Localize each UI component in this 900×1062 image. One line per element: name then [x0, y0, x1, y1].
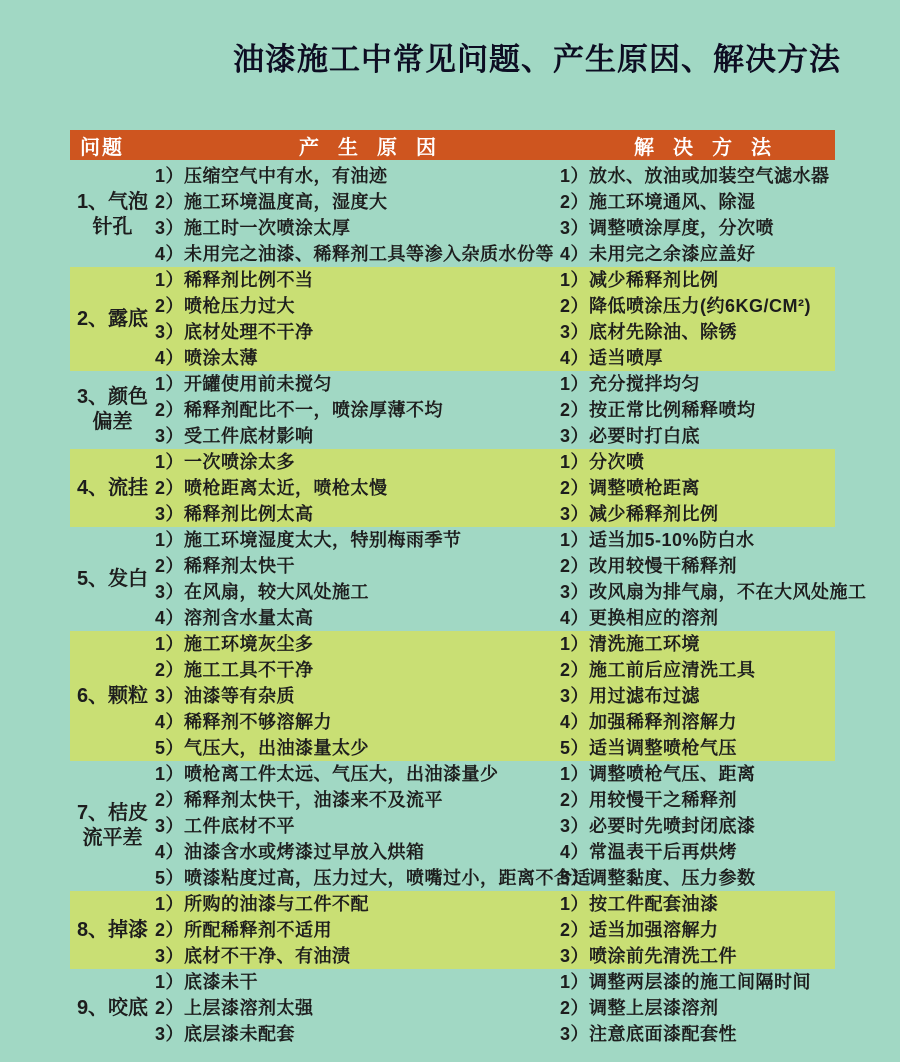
cause-item: 5）气压大，出油漆量太少	[155, 738, 370, 758]
solution-item: 1）调整两层漆的施工间隔时间	[560, 972, 812, 992]
problem-label	[70, 449, 155, 527]
solution-item: 2）改用较慢干稀释剂	[560, 556, 738, 576]
solution-item: 2）施工环境通风、除湿	[560, 192, 756, 212]
problem-label-line: 2、露底	[76, 307, 149, 330]
table-header-row	[70, 130, 835, 160]
solution-item: 3）减少稀释剂比例	[560, 504, 719, 524]
cause-item: 3）稀释剂比例太高	[155, 504, 314, 524]
problem-label-line: 8、掉漆	[76, 918, 149, 941]
problem-label	[70, 371, 155, 449]
solution-item: 1）充分搅拌均匀	[560, 374, 701, 394]
cause-item: 3）油漆等有杂质	[155, 686, 296, 706]
cause-item: 4）稀释剂不够溶解力	[155, 712, 333, 732]
problem-row	[70, 761, 835, 891]
solution-item: 4）更换相应的溶剂	[560, 608, 719, 628]
solution-list	[560, 761, 835, 891]
solution-list	[560, 631, 835, 761]
cause-list	[155, 267, 560, 371]
problem-label-line: 偏差	[92, 411, 133, 433]
solution-list	[560, 891, 835, 969]
cause-item: 1）一次喷涂太多	[155, 452, 296, 472]
solution-item: 4）未用完之余漆应盖好	[560, 244, 756, 264]
problem-label	[70, 527, 155, 631]
problem-label-line: 7、桔皮	[76, 802, 149, 824]
cause-list	[155, 371, 560, 449]
problem-label-line: 4、流挂	[76, 476, 149, 499]
solution-item: 3）底材先除油、除锈	[560, 322, 738, 342]
cause-item: 1）压缩空气中有水，有油迹	[155, 166, 388, 186]
problem-label	[70, 163, 155, 267]
cause-item: 3）在风扇，较大风处施工	[155, 582, 370, 602]
solution-list	[560, 527, 867, 631]
problem-row	[70, 371, 835, 449]
cause-item: 2）稀释剂配比不一，喷涂厚薄不均	[155, 400, 444, 420]
solution-item: 1）放水、放油或加装空气滤水器	[560, 166, 830, 186]
solution-item: 4）适当喷厚	[560, 348, 664, 368]
cause-item: 1）喷枪离工件太远、气压大，出油漆量少	[155, 764, 499, 784]
cause-list	[155, 449, 560, 527]
solution-item: 5）调整黏度、压力参数	[560, 868, 756, 888]
problem-label	[70, 761, 155, 891]
problem-row	[70, 891, 835, 969]
cause-item: 2）稀释剂太快干，油漆来不及流平	[155, 790, 444, 810]
solution-item: 2）调整上层漆溶剂	[560, 998, 719, 1018]
solution-item: 5）适当调整喷枪气压	[560, 738, 738, 758]
solution-list	[560, 449, 835, 527]
solution-item: 4）加强稀释剂溶解力	[560, 712, 738, 732]
solution-item: 3）改风扇为排气扇，不在大风处施工	[560, 582, 867, 602]
cause-list	[155, 631, 560, 761]
cause-item: 5）喷漆粘度过高，压力过大，喷嘴过小，距离不合适	[155, 868, 592, 888]
table-body	[70, 163, 867, 1047]
cause-item: 2）喷枪压力过大	[155, 296, 296, 316]
header-cause-label: 产生原因	[299, 136, 455, 159]
cause-item: 3）施工时一次喷涂太厚	[155, 218, 351, 238]
cause-list	[155, 761, 592, 891]
solution-item: 3）注意底面漆配套性	[560, 1024, 738, 1044]
problem-label-line: 针孔	[92, 216, 133, 238]
problem-row	[70, 969, 835, 1047]
cause-item: 4）溶剂含水量太高	[155, 608, 314, 628]
problem-label-line: 9、咬底	[76, 996, 149, 1019]
solution-item: 1）按工件配套油漆	[560, 894, 719, 914]
cause-item: 3）底材处理不干净	[155, 322, 314, 342]
problem-label-line: 5、发白	[76, 567, 149, 590]
solution-item: 2）适当加强溶解力	[560, 920, 719, 940]
solution-item: 3）调整喷涂厚度，分次喷	[560, 218, 775, 238]
solution-item: 2）降低喷涂压力(约6KG/CM²)	[560, 296, 811, 316]
problem-label-line: 6、颗粒	[76, 684, 149, 707]
problem-label	[70, 267, 155, 371]
solution-item: 1）适当加5-10%防白水	[560, 530, 755, 550]
cause-item: 2）施工环境温度高，湿度大	[155, 192, 388, 212]
solution-item: 3）必要时先喷封闭底漆	[560, 816, 756, 836]
problem-row	[70, 449, 835, 527]
problem-label	[70, 631, 155, 761]
cause-item: 1）稀释剂比例不当	[155, 270, 314, 290]
page-title: 油漆施工中常见问题、产生原因、解决方法	[233, 42, 841, 77]
solution-item: 2）施工前后应清洗工具	[560, 660, 756, 680]
cause-list	[155, 527, 560, 631]
problem-label	[70, 891, 155, 969]
cause-item: 2）上层漆溶剂太强	[155, 998, 314, 1018]
problem-row	[70, 267, 835, 371]
cause-item: 1）开罐使用前未搅匀	[155, 374, 333, 394]
solution-item: 1）清洗施工环境	[560, 634, 701, 654]
cause-item: 1）所购的油漆与工件不配	[155, 894, 370, 914]
cause-item: 1）底漆未干	[155, 972, 259, 992]
solution-item: 4）常温表干后再烘烤	[560, 842, 738, 862]
problem-label	[70, 969, 155, 1047]
cause-item: 2）施工工具不干净	[155, 660, 314, 680]
solution-item: 3）喷涂前先清洗工件	[560, 946, 738, 966]
problem-label-line: 3、颜色	[76, 386, 149, 408]
header-problem-label: 问题	[80, 136, 124, 159]
cause-item: 2）喷枪距离太近，喷枪太慢	[155, 478, 388, 498]
solution-item: 1）调整喷枪气压、距离	[560, 764, 756, 784]
problem-label-line: 1、气泡	[76, 191, 149, 213]
solution-item: 3）用过滤布过滤	[560, 686, 701, 706]
cause-list	[155, 969, 560, 1047]
solution-item: 3）必要时打白底	[560, 426, 701, 446]
solution-item: 2）按正常比例稀释喷均	[560, 400, 756, 420]
problem-row	[70, 527, 867, 631]
solution-item: 1）减少稀释剂比例	[560, 270, 719, 290]
cause-item: 2）所配稀释剂不适用	[155, 920, 333, 940]
cause-item: 3）底材不干净、有油渍	[155, 946, 351, 966]
cause-item: 1）施工环境灰尘多	[155, 634, 314, 654]
solution-list	[560, 163, 835, 267]
solution-list	[560, 267, 835, 371]
cause-item: 4）喷涂太薄	[155, 348, 259, 368]
cause-item: 3）工件底材不平	[155, 816, 296, 836]
cause-list	[155, 891, 560, 969]
cause-item: 3）底层漆未配套	[155, 1024, 296, 1044]
cause-list	[155, 163, 560, 267]
cause-item: 2）稀释剂太快干	[155, 556, 296, 576]
solution-item: 2）调整喷枪距离	[560, 478, 701, 498]
problem-row	[70, 631, 835, 761]
cause-item: 4）未用完之油漆、稀释剂工具等渗入杂质水份等	[155, 244, 555, 264]
cause-item: 1）施工环境湿度太大，特别梅雨季节	[155, 530, 462, 550]
solution-item: 1）分次喷	[560, 452, 645, 472]
problem-row	[70, 163, 835, 267]
problem-label-line: 流平差	[82, 827, 143, 849]
solution-list	[560, 371, 835, 449]
solution-list	[560, 969, 835, 1047]
cause-item: 4）油漆含水或烤漆过早放入烘箱	[155, 842, 425, 862]
cause-item: 3）受工件底材影响	[155, 426, 314, 446]
header-solution-label: 解决方法	[634, 136, 790, 159]
solution-item: 2）用较慢干之稀释剂	[560, 790, 738, 810]
